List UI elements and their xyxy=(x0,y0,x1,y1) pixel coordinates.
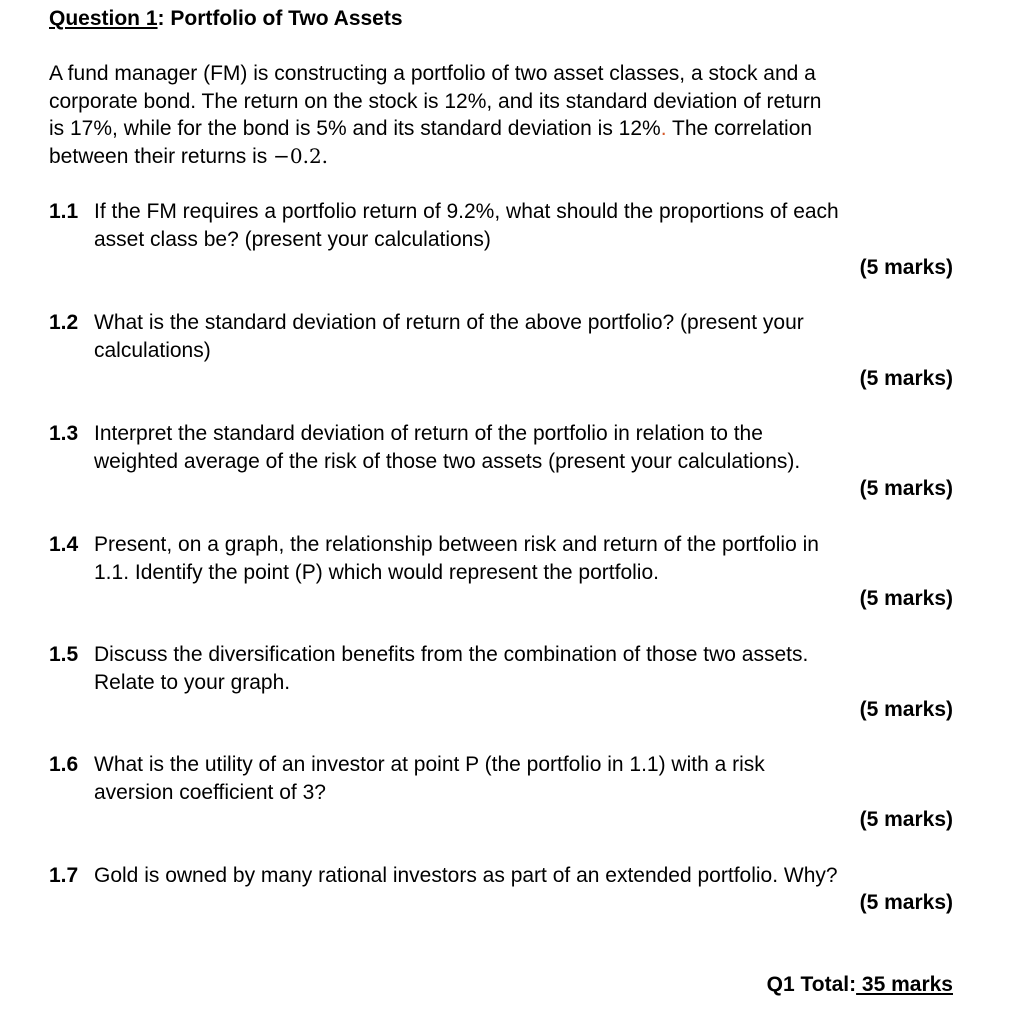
question-line: asset class be? (present your calculations) xyxy=(94,227,491,251)
question-number: 1.4 xyxy=(49,533,79,556)
marks-label: (5 marks) xyxy=(859,891,953,914)
question-line: Gold is owned by many rational investors as part of an extended portfolio. Why? xyxy=(94,864,838,887)
question-line: aversion coefficient of 3? xyxy=(94,780,326,804)
question-1-5 xyxy=(49,641,954,696)
intro-line-3-rest: The correlation xyxy=(666,117,813,140)
question-number: 1.7 xyxy=(49,864,79,887)
intro-line-1: A fund manager (FM) is constructing a portfolio of two asset classes, a stock and a xyxy=(49,62,816,85)
question-title-number: Question 1 xyxy=(49,7,158,30)
question-number: 1.1 xyxy=(49,200,79,223)
intro-line-4 xyxy=(49,143,959,171)
question-line: If the FM requires a portfolio return of 9.2%, what should the proportions of each xyxy=(94,200,839,223)
question-total xyxy=(767,971,953,999)
total-value: 35 marks xyxy=(856,973,953,996)
question-line: Present, on a graph, the relationship between risk and return of the portfolio in xyxy=(94,533,819,556)
question-line: weighted average of the risk of those two assets (present your calculations). xyxy=(94,449,801,473)
total-label: Q1 Total: xyxy=(766,973,857,996)
question-1-4 xyxy=(49,531,954,586)
question-line: 1.1. Identify the point (P) which would represent the portfolio. xyxy=(94,560,659,584)
question-number: 1.5 xyxy=(49,643,79,666)
intro-line-3-period: . xyxy=(660,117,667,140)
question-title-text: : Portfolio of Two Assets xyxy=(157,7,403,30)
marks-label: (5 marks) xyxy=(859,808,953,831)
question-line: calculations) xyxy=(94,338,211,362)
marks-label: (5 marks) xyxy=(859,477,953,500)
question-1-2 xyxy=(49,309,954,364)
question-1-1 xyxy=(49,198,954,253)
marks-label: (5 marks) xyxy=(859,698,953,721)
question-1-3 xyxy=(49,420,954,475)
question-1-7 xyxy=(49,862,954,890)
intro-line-2: corporate bond. The return on the stock is 12%, and its standard deviation of return xyxy=(49,89,822,113)
intro-line-3 xyxy=(49,115,959,143)
correlation-value: −0.2. xyxy=(273,143,329,168)
question-line: Interpret the standard deviation of return of the portfolio in relation to the xyxy=(94,422,763,445)
question-line: Discuss the diversification benefits from the combination of those two assets. xyxy=(94,643,809,666)
question-number: 1.6 xyxy=(49,753,79,776)
marks-label: (5 marks) xyxy=(859,256,953,279)
question-1-6 xyxy=(49,751,954,806)
question-title xyxy=(49,6,403,32)
marks-label: (5 marks) xyxy=(859,587,953,610)
intro-line-3-text: is 17%, while for the bond is 5% and its standard deviation is 12% xyxy=(49,117,661,140)
intro-line-4-text: between their returns is xyxy=(49,144,274,168)
marks-label: (5 marks) xyxy=(859,367,953,390)
intro-paragraph xyxy=(49,60,959,170)
question-line: What is the utility of an investor at point P (the portfolio in 1.1) with a risk xyxy=(94,753,765,776)
question-line: Relate to your graph. xyxy=(94,670,291,694)
question-number: 1.2 xyxy=(49,311,79,334)
question-number: 1.3 xyxy=(49,422,79,445)
question-line: What is the standard deviation of return of the above portfolio? (present your xyxy=(94,311,804,334)
